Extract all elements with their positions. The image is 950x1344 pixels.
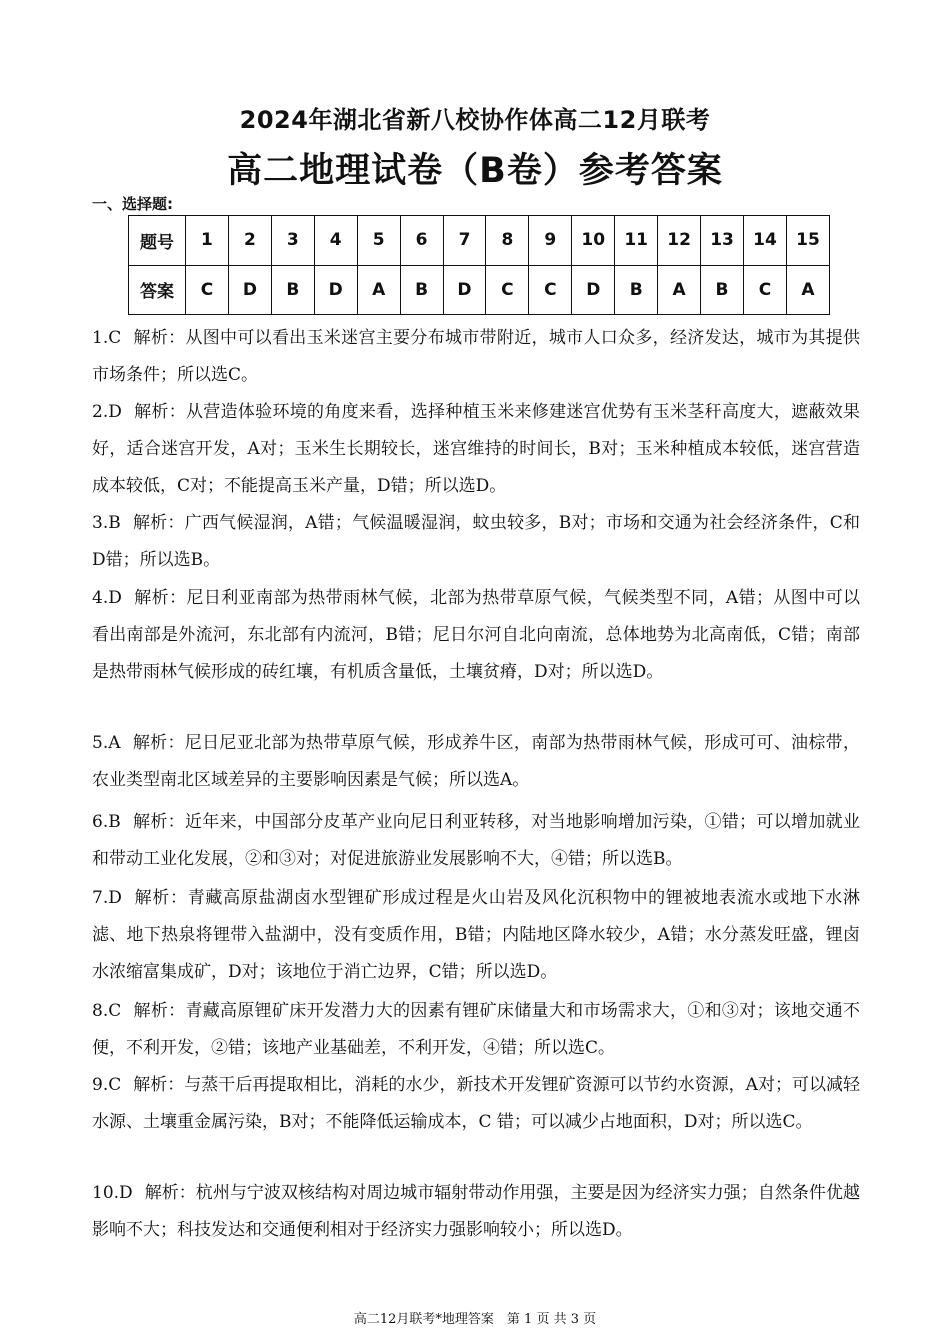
explanation-text: 解析：与蒸干后再提取相比，消耗的水少，新技术开发锂矿资源可以节约水资源，A对；可以减轻水源、土壤重金属污染，B对；不能降低运输成本，C 错；可以减少占地面积，D对；所以选C。 bbox=[92, 1075, 860, 1132]
question-number: 1 bbox=[186, 216, 229, 266]
question-number: 3 bbox=[271, 216, 314, 266]
answer-cell: A bbox=[357, 265, 400, 315]
explanation-text: 解析：尼日尼亚北部为热带草原气候，形成养牛区，南部为热带雨林气候，形成可可、油棕带，农业类型南北区域差异的主要影响因素是气候；所以选A。 bbox=[92, 733, 860, 790]
row-label-answer: 答案 bbox=[129, 265, 186, 315]
question-number-row bbox=[129, 216, 830, 266]
question-number: 8 bbox=[486, 216, 529, 266]
explanation-text: 解析：青藏高原盐湖卤水型锂矿形成过程是火山岩及风化沉积物中的锂被地表流水或地下水淋滤、地下热泉将锂带入盐湖中，没有变质作用，B错；内陆地区降水较少，A错；水分蒸发旺盛，锂卤水浓缩富集成矿，D对；该地位于消亡边界，C错；所以选D。 bbox=[92, 888, 860, 982]
answer-cell: C bbox=[743, 265, 786, 315]
question-number: 6 bbox=[400, 216, 443, 266]
page-footer: 高二12月联考*地理答案 第 1 页 共 3 页 bbox=[353, 1312, 597, 1327]
explanation-label: 2.D bbox=[92, 402, 122, 422]
question-number: 9 bbox=[529, 216, 572, 266]
explanation-label: 7.D bbox=[92, 888, 122, 908]
explanation-label: 3.B bbox=[92, 513, 121, 533]
question-number: 7 bbox=[443, 216, 486, 266]
document-title: 高二地理试卷（B卷）参考答案 bbox=[227, 151, 723, 191]
answer-row bbox=[129, 265, 830, 315]
explanation-label: 8.C bbox=[92, 1001, 122, 1021]
explanation-label: 9.C bbox=[92, 1075, 122, 1095]
explanation-text: 解析：杭州与宁波双核结构对周边城市辐射带动作用强，主要是因为经济实力强；自然条件优越影响不大；科技发达和交通便利相对于经济实力强影响较小；所以选D。 bbox=[92, 1183, 860, 1240]
explanation-text: 解析：近年来，中国部分皮革产业向尼日利亚转移，对当地影响增加污染，①错；可以增加就业和带动工业化发展，②和③对；对促进旅游业发展影响不大，④错；所以选B。 bbox=[92, 812, 860, 869]
question-number: 10 bbox=[572, 216, 615, 266]
answer-table bbox=[128, 215, 830, 315]
question-number: 2 bbox=[228, 216, 271, 266]
explanation-text: 解析：尼日利亚南部为热带雨林气候，北部为热带草原气候，气候类型不同，A错；从图中可以看出南部是外流河，东北部有内流河，B错；尼日尔河自北向南流，总体地势为北高南低，C错；南部是热带雨林气候形成的砖红壤，有机质含量低，土壤贫瘠，D对；所以选D。 bbox=[92, 588, 860, 682]
answer-cell: C bbox=[529, 265, 572, 315]
explanation-item bbox=[92, 505, 860, 579]
explanation-item bbox=[92, 725, 860, 799]
explanation-item bbox=[92, 1067, 860, 1141]
explanation-item bbox=[92, 880, 860, 991]
explanation-item bbox=[92, 320, 860, 394]
explanation-label: 6.B bbox=[92, 812, 121, 832]
question-number: 15 bbox=[786, 216, 829, 266]
answer-cell: D bbox=[572, 265, 615, 315]
explanation-label: 10.D bbox=[92, 1183, 133, 1203]
answer-cell: B bbox=[701, 265, 744, 315]
answer-cell: D bbox=[314, 265, 357, 315]
explanation-text: 解析：青藏高原锂矿床开发潜力大的因素有锂矿床储量大和市场需求大，①和③对；该地交通不便，不利开发，②错；该地产业基础差，不利开发，④错；所以选C。 bbox=[92, 1001, 860, 1058]
explanation-label: 4.D bbox=[92, 588, 122, 608]
answer-cell: A bbox=[658, 265, 701, 315]
explanation-text: 解析：从营造体验环境的角度来看，选择种植玉米来修建迷宫优势有玉米茎秆高度大，遮蔽效果好，适合迷宫开发，A对；玉米生长期较长，迷宫维持的时间长，B对；玉米种植成本较低，迷宫营造成本较低，C对；不能提高玉米产量，D错；所以选D。 bbox=[92, 402, 860, 496]
answer-cell: A bbox=[786, 265, 829, 315]
question-number: 5 bbox=[357, 216, 400, 266]
explanation-text: 解析：从图中可以看出玉米迷宫主要分布城市带附近，城市人口众多，经济发达，城市为其提供市场条件；所以选C。 bbox=[92, 328, 860, 385]
explanation-text: 解析：广西气候湿润，A错；气候温暖湿润，蚊虫较多，B对；市场和交通为社会经济条件，C和D错；所以选B。 bbox=[92, 513, 860, 570]
explanation-item bbox=[92, 580, 860, 691]
explanation-item bbox=[92, 804, 860, 878]
explanation-label: 5.A bbox=[92, 733, 121, 753]
explanation-item bbox=[92, 993, 860, 1067]
answer-cell: B bbox=[400, 265, 443, 315]
question-number: 13 bbox=[701, 216, 744, 266]
answer-cell: C bbox=[486, 265, 529, 315]
question-number: 4 bbox=[314, 216, 357, 266]
answer-cell: D bbox=[443, 265, 486, 315]
question-number: 12 bbox=[658, 216, 701, 266]
section-heading: 一、选择题: bbox=[92, 195, 173, 213]
row-label-question-number: 题号 bbox=[129, 216, 186, 266]
answer-cell: B bbox=[615, 265, 658, 315]
answer-cell: C bbox=[186, 265, 229, 315]
answer-cell: D bbox=[228, 265, 271, 315]
exam-title: 2024年湖北省新八校协作体高二12月联考 bbox=[239, 106, 711, 134]
explanation-item bbox=[92, 1175, 860, 1249]
explanation-item bbox=[92, 394, 860, 505]
question-number: 14 bbox=[743, 216, 786, 266]
question-number: 11 bbox=[615, 216, 658, 266]
answer-cell: B bbox=[271, 265, 314, 315]
explanation-label: 1.C bbox=[92, 328, 122, 348]
